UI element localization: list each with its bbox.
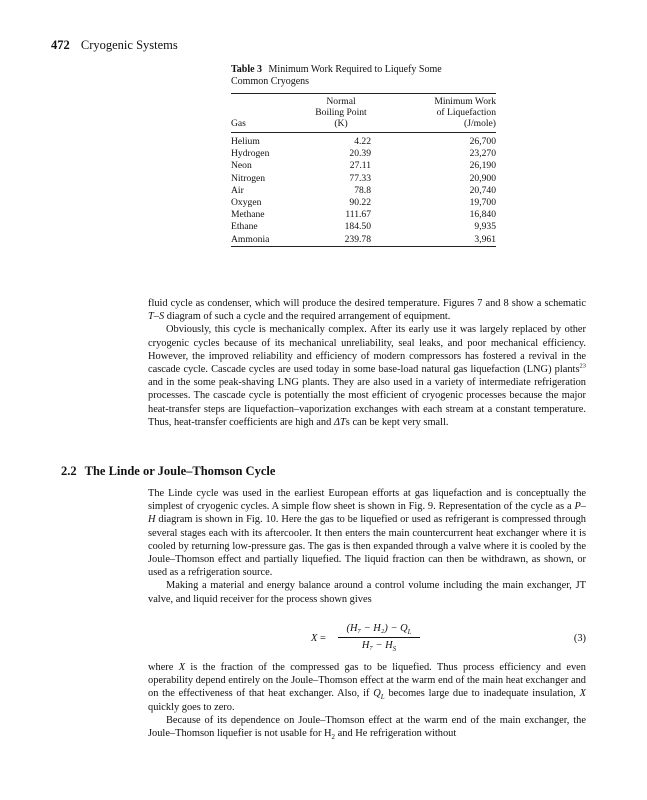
table-body <box>231 133 496 246</box>
cell-gas: Neon <box>231 160 252 172</box>
equation-lhs <box>311 633 326 644</box>
cell-boiling-point: 27.11 <box>349 160 371 172</box>
paragraph-6 <box>148 714 586 740</box>
var-x: X <box>579 688 586 700</box>
para5-text-b: is the fraction of the compressed gas to be liquefied. Thus process efficiency and even operability depend entirely on the Joule–Thomson effect at the warm end of the main heat exchanger and on the effectiveness of that heat exchanger. Also, if <box>148 662 586 700</box>
equation-3 <box>148 622 586 656</box>
table-row <box>231 185 496 197</box>
body-upper <box>148 297 586 429</box>
header-gas: Gas <box>231 118 246 129</box>
table-row <box>231 234 496 246</box>
table-row <box>231 197 496 209</box>
para2-text-a: Obviously, this cycle is mechanically complex. After its early use it was largely replaced by other cryogenic cycles because of its mechanical unreliability, seal leaks, and poor mechanical efficiency. However, the improved reliability and efficiency of modern compressors has fostered a revival in the cascade cycle. Cascade cycles are used today in some base-load natural gas liquefaction (LNG) plants <box>148 324 586 376</box>
paragraph-4: Making a material and energy balance around a control volume including the main exchanger, JT valve, and liquid receiver for the process shown gives <box>148 580 586 605</box>
ts-symbol: T–S <box>148 311 165 323</box>
cell-gas: Methane <box>231 209 265 221</box>
ph-symbol: P–H <box>148 501 586 526</box>
page-number: 472 <box>51 38 70 52</box>
para6-text-a: Because of its dependence on Joule–Thomson effect at the warm end of the main exchanger, the Joule–Thomson liquefier is not usable for H <box>148 714 586 740</box>
reference-23: 23 <box>579 362 586 370</box>
para3-text-a: The Linde cycle was used in the earliest European efforts at gas liquefaction and is conceptually the simplest of cryogenic cycles. A simple flow sheet is shown in Fig. 9. Representation of the cycle as a <box>148 488 586 513</box>
cell-gas: Helium <box>231 136 260 147</box>
equation-fraction <box>338 622 420 653</box>
cell-min-work: 23,270 <box>469 148 496 160</box>
section-title-text: The Linde or Joule–Thomson Cycle <box>84 464 276 478</box>
table-row <box>231 173 496 185</box>
cell-boiling-point: 184.50 <box>344 221 371 233</box>
table-caption-line1: Minimum Work Required to Liquefy Some <box>268 64 442 75</box>
eq-equals: = <box>319 633 326 644</box>
cell-boiling-point: 111.67 <box>345 209 371 221</box>
running-title: Cryogenic Systems <box>80 38 178 52</box>
var-x: X <box>178 662 186 673</box>
eq-denominator <box>338 639 420 653</box>
paragraph-5 <box>148 661 586 714</box>
header-min-work <box>371 94 496 133</box>
para2-text-c: s can be kept very small. <box>345 416 449 428</box>
var-q-sub: L <box>380 693 385 702</box>
paragraph-2 <box>148 323 586 429</box>
table-3 <box>231 64 496 247</box>
para5-text-c: becomes large due to inadequate insulation, <box>384 688 580 700</box>
section-heading <box>61 464 283 479</box>
para5-text-a: where <box>148 662 179 673</box>
para1-text-a: fluid cycle as condenser, which will produce the desired temperature. Figures 7 and 8 show a schematic <box>148 298 586 309</box>
eq-numerator-sub: L <box>407 628 412 637</box>
table-caption <box>231 64 496 88</box>
cell-gas: Ethane <box>231 221 258 233</box>
paragraph-3 <box>148 487 586 579</box>
cell-boiling-point: 20.39 <box>349 148 371 160</box>
header-work-line2: of Liquefaction <box>436 107 496 118</box>
table-row <box>231 160 496 172</box>
cell-min-work: 20,900 <box>469 172 496 184</box>
body-bottom <box>148 661 586 740</box>
cell-min-work: 9,935 <box>474 221 496 233</box>
header-bp-line1: Normal <box>326 96 356 107</box>
cell-min-work: 3,961 <box>474 233 496 245</box>
body-lower <box>148 487 586 606</box>
cell-gas: Hydrogen <box>231 148 270 160</box>
table-row <box>231 148 496 160</box>
equation-number: (3) <box>573 633 586 644</box>
cell-min-work: 20,740 <box>469 184 496 196</box>
header-work-line1: Minimum Work <box>434 96 496 107</box>
eq-denominator-sub: S <box>392 645 397 654</box>
eq-var-x: X <box>311 633 318 644</box>
cell-min-work: 26,190 <box>469 160 496 172</box>
liquefaction-table <box>231 94 496 246</box>
eq-numerator <box>338 622 420 636</box>
para1-text-b: diagram of such a cycle and the required arrangement of equipment. <box>164 311 451 323</box>
cell-boiling-point: 239.78 <box>344 233 371 245</box>
para5-text-d: quickly goes to zero. <box>148 701 235 713</box>
table-row <box>231 221 496 233</box>
table-header-row <box>231 94 496 133</box>
eq-denominator-text: H₇ − H <box>361 640 393 651</box>
page-header <box>51 38 178 53</box>
cell-boiling-point: 77.33 <box>349 172 371 184</box>
header-bp-line2: Boiling Point (K) <box>315 107 367 129</box>
cell-gas: Air <box>231 184 244 196</box>
delta-t-symbol: ΔT <box>333 416 346 428</box>
table-row <box>231 133 496 149</box>
paragraph-1 <box>148 297 586 323</box>
cell-min-work: 19,700 <box>469 197 496 209</box>
cell-boiling-point: 4.22 <box>354 136 371 147</box>
para2-text-b: and in the some peak-shaving LNG plants. They are also used in a variety of intermediate refrigeration processes. The cascade cycle is potentially the most efficient of cryogenic processes because the major heat-transfer steps are liquefaction–vaporization exchanges with each stream at a constant temperature. Thus, heat-transfer coefficients are high and <box>148 377 586 428</box>
table-caption-line2: Common Cryogens <box>231 76 310 87</box>
cell-boiling-point: 78.8 <box>354 184 371 196</box>
fraction-bar <box>338 637 420 638</box>
section-number: 2.2 <box>61 464 77 478</box>
header-boiling-point <box>311 94 371 133</box>
var-q: Q <box>373 688 381 700</box>
header-work-line3: (J/mole) <box>464 118 496 129</box>
cell-gas: Ammonia <box>231 233 270 245</box>
table-label: Table 3 <box>231 64 263 75</box>
h2-subscript: 2 <box>331 733 336 742</box>
cell-min-work: 26,700 <box>469 136 496 147</box>
para6-text-b: and He refrigeration without <box>335 728 457 740</box>
para3-text-b: diagram is shown in Fig. 10. Here the gas to be liquefied or used as refrigerant is compressed through several stages each with its aftercooler. It then enters the main countercurrent heat exchanger where it is cooled by returning low-pressure gas. The gas is then expanded through a valve where it is cooled by the Joule–Thomson effect and partially liquefied. The liquid fraction can then be withdrawn, as shown, or used as a refrigeration source. <box>148 514 586 579</box>
cell-gas: Oxygen <box>231 197 262 209</box>
eq-numerator-text: (H₇ − H₂) − Q <box>346 623 408 634</box>
cell-gas: Nitrogen <box>231 172 266 184</box>
table-bottom-rule <box>231 246 496 247</box>
table-row <box>231 209 496 221</box>
cell-min-work: 16,840 <box>469 209 496 221</box>
cell-boiling-point: 90.22 <box>349 197 371 209</box>
